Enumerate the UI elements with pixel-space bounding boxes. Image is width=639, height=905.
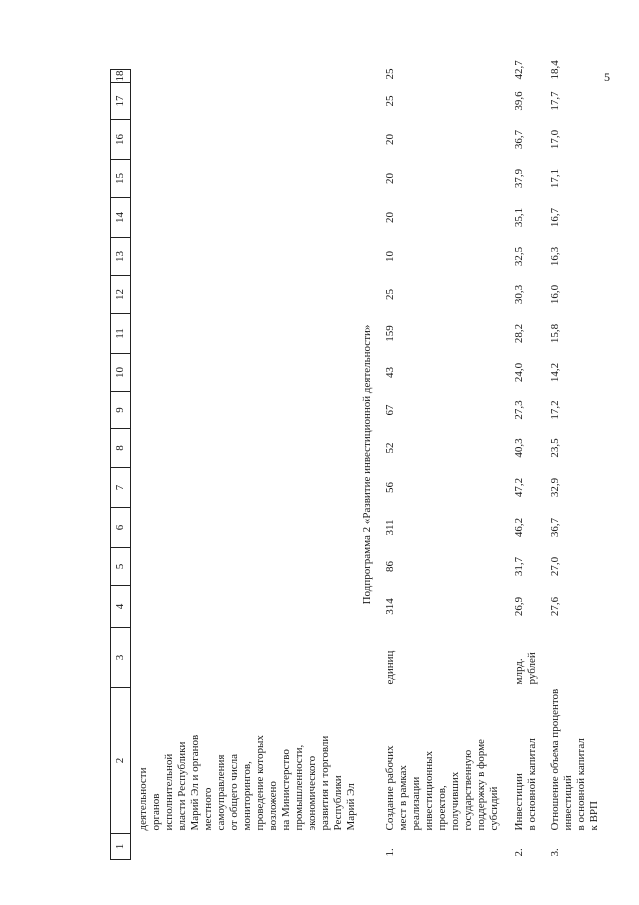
value-cell: 36,7 [549, 517, 561, 538]
text-line: исполнительной [163, 753, 175, 831]
value-cell: 40,3 [513, 438, 525, 458]
value-cell: 17,1 [549, 168, 561, 189]
value-cell: 28,2 [513, 323, 525, 344]
header-cell: 18 [111, 70, 131, 83]
value-cell: 42,7 [513, 60, 525, 80]
value-cell: 25 [384, 95, 396, 107]
text-line: Марий Эл [345, 783, 357, 831]
value-cell: 37,9 [513, 168, 525, 189]
value-cell: 17,7 [549, 91, 561, 111]
text-line: инвестиций [562, 775, 574, 831]
value-cell: 67 [384, 404, 396, 416]
header-cell: 9 [111, 392, 131, 429]
header-cell: 13 [111, 238, 131, 276]
value-cell: 47,2 [513, 477, 525, 498]
indicator-name-cell [501, 688, 539, 834]
indicator-name-cell [380, 688, 501, 834]
text-line: деятельности [137, 767, 149, 831]
text-line: единиц [384, 650, 396, 685]
text-line: развития и торговли [319, 735, 331, 831]
header-cell: 17 [111, 83, 131, 120]
subprogram-row [358, 70, 380, 860]
text-line: к ВРП [588, 801, 600, 831]
value-cell: 27,6 [549, 596, 561, 617]
header-cell: 11 [111, 314, 131, 354]
value-cell: 39,6 [513, 91, 525, 111]
text-line: инвестиционных [423, 750, 435, 831]
value-cell: 14,2 [549, 362, 561, 383]
header-cell: 15 [111, 160, 131, 198]
value-cell: 27,3 [513, 400, 525, 420]
header-cell: 4 [111, 586, 131, 628]
header-row [111, 70, 131, 860]
table-row [380, 70, 501, 860]
value-cell: 25 [384, 68, 396, 80]
value-cell: 32,9 [549, 477, 561, 498]
header-cell: 3 [111, 628, 131, 688]
text-line: Марий Эл и органов [189, 734, 201, 831]
header-cell: 2 [111, 688, 131, 834]
value-cell: 17,0 [549, 129, 561, 150]
header-cell: 5 [111, 548, 131, 586]
text-line: органов [150, 793, 162, 831]
value-cell: 20 [384, 212, 396, 223]
text-line: проектов, [436, 785, 448, 831]
value-cell: 16,0 [549, 284, 561, 305]
value-cell: 24,0 [513, 362, 525, 383]
text-line: Республики [332, 775, 344, 831]
value-cell: 20 [384, 134, 396, 145]
value-cell: 16,7 [549, 207, 561, 228]
value-cell: 159 [384, 325, 396, 342]
table-container [110, 60, 600, 860]
value-cell: 32,5 [513, 246, 525, 267]
unit-cell [501, 628, 539, 688]
text-line: возложено [267, 781, 279, 831]
indicators-table [110, 60, 601, 860]
text-line: на Министерство [280, 749, 292, 831]
value-cell: 30,3 [513, 284, 525, 305]
continuation-name-cell [131, 688, 359, 834]
value-cell: 56 [384, 482, 396, 493]
value-cell: 46,2 [513, 517, 525, 538]
text-line: субсидий [488, 786, 500, 831]
value-cell: 31,7 [513, 556, 525, 577]
text-line: реализации [410, 776, 422, 831]
table-row [501, 70, 539, 860]
unit-cell [380, 628, 501, 688]
text-line: власти Республики [176, 741, 188, 831]
value-cell: 17,2 [549, 400, 561, 420]
header-cell: 8 [111, 429, 131, 468]
header-cell: 16 [111, 120, 131, 160]
value-cell: 86 [384, 561, 396, 572]
header-cell: 12 [111, 276, 131, 314]
rotated-table [110, 60, 600, 860]
text-line: Отношение объема процентов [549, 688, 561, 831]
subprogram-title: Подпрограмма 2 «Развитие инвестиционной деятельности» [361, 324, 373, 605]
text-line: в основной капитал [526, 738, 538, 831]
text-line: поддержку в форме [475, 739, 487, 831]
text-line: млрд. [513, 658, 525, 685]
header-cell: 14 [111, 198, 131, 238]
text-line: экономического [306, 755, 318, 831]
value-cell: 25 [384, 289, 396, 300]
header-cell: 10 [111, 354, 131, 392]
row-number: 3. [549, 848, 561, 857]
value-cell: 43 [384, 367, 396, 378]
text-line: мониторингов, [241, 761, 253, 831]
text-line: мест в рамках [397, 765, 409, 831]
value-cell: 15,8 [549, 323, 561, 344]
text-line: в основной капитал [575, 738, 587, 831]
value-cell: 314 [384, 598, 396, 615]
text-line: самоуправления [215, 754, 227, 831]
row-number: 1. [384, 848, 396, 857]
text-line: местного [202, 787, 214, 831]
text-line: Создание рабочих [384, 745, 396, 831]
header-cell: 1 [111, 834, 131, 860]
value-cell: 10 [384, 251, 396, 262]
value-cell: 23,5 [549, 438, 561, 458]
value-cell: 36,7 [513, 129, 525, 150]
value-cell: 26,9 [513, 596, 525, 617]
indicator-name-cell [539, 628, 601, 834]
text-line: Инвестиции [513, 773, 525, 831]
value-cell: 27,0 [549, 556, 561, 577]
value-cell: 35,1 [513, 207, 525, 228]
text-line: получивших [449, 771, 461, 831]
value-cell: 18,4 [549, 60, 561, 80]
table-row-continuation [131, 70, 359, 860]
row-number: 2. [513, 848, 525, 857]
text-line: проведение которых [254, 735, 266, 831]
text-line: государственную [462, 749, 474, 831]
text-line: рублей [526, 652, 538, 685]
text-line: промышленности, [293, 744, 305, 831]
value-cell: 311 [384, 519, 396, 536]
table-row [539, 70, 601, 860]
value-cell: 20 [384, 173, 396, 184]
value-cell: 16,3 [549, 246, 561, 267]
page-number: 5 [604, 70, 610, 84]
value-cell: 52 [384, 442, 396, 454]
text-line: от общего числа [228, 753, 240, 831]
header-cell: 6 [111, 508, 131, 548]
header-cell: 7 [111, 468, 131, 508]
